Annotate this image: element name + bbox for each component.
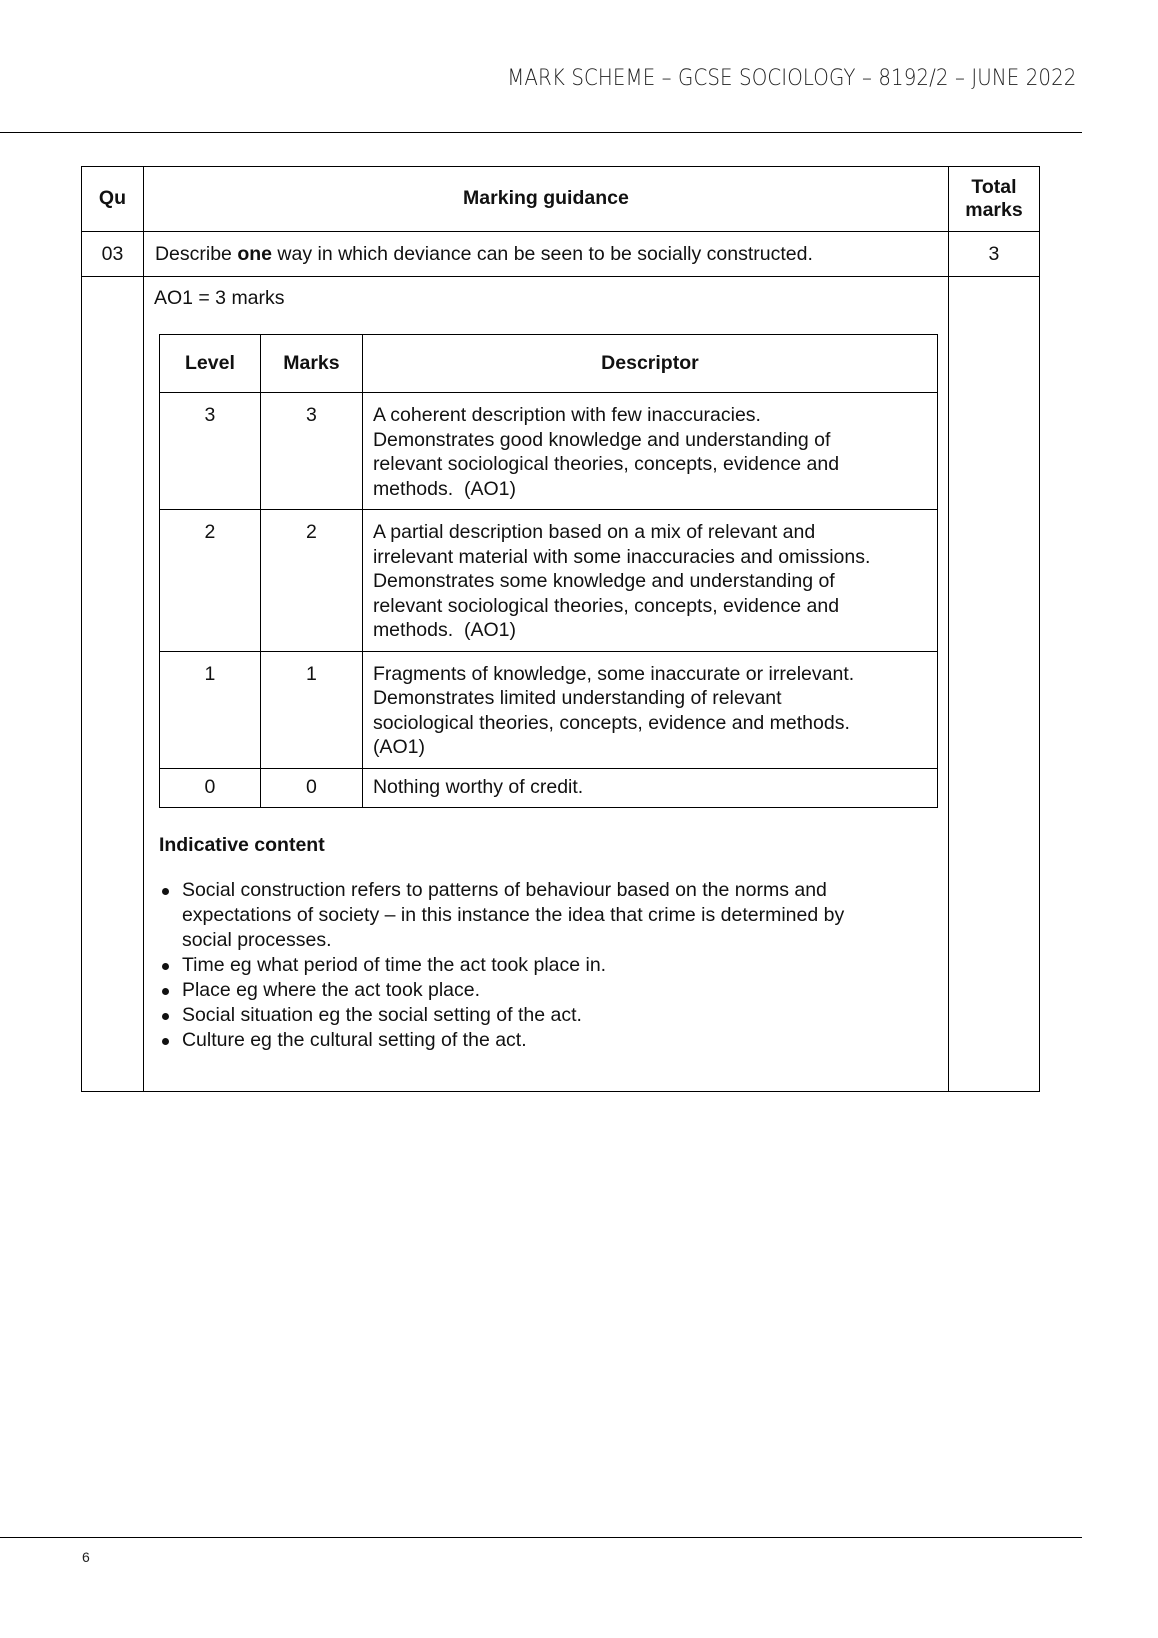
descriptor-text: [362, 768, 937, 808]
descriptor-line: A partial description based on a mix of relevant and: [372, 521, 816, 543]
question-text-bold: one: [237, 242, 272, 265]
header-rule: [0, 132, 1082, 133]
header-qu: Qu: [82, 167, 144, 232]
descriptor-text: [362, 393, 937, 510]
question-text: [143, 232, 948, 277]
descriptor-line: relevant sociological theories, concepts, evidence and: [372, 453, 840, 475]
descriptor-line: sociological theories, concepts, evidence and methods.: [372, 711, 850, 734]
levels-header-marks: Marks: [260, 335, 362, 393]
bullet-icon: [162, 988, 169, 995]
descriptor-line: A coherent description with few inaccuracies.: [372, 404, 761, 426]
levels-row: [159, 768, 937, 808]
descriptor-line: methods. (AO1): [372, 619, 516, 641]
indicative-bullet: [159, 953, 938, 978]
descriptor-line: Demonstrates good knowledge and understanding of: [372, 428, 831, 451]
bullet-line: Social construction refers to patterns of behaviour based on the norms and: [181, 879, 827, 901]
marks-value: 3: [260, 393, 362, 510]
bullet-icon: [162, 963, 169, 970]
guidance-cell: [143, 277, 948, 1092]
table-header-row: [82, 167, 1040, 232]
indicative-content-list: [159, 878, 938, 1053]
descriptor-line: relevant sociological theories, concepts, evidence and: [372, 594, 840, 617]
bullet-line: Social situation eg the social setting of the act.: [181, 1004, 582, 1026]
question-text-after: way in which deviance can be seen to be socially constructed.: [271, 242, 813, 265]
bullet-line: Place eg where the act took place.: [181, 979, 481, 1001]
descriptor-line: irrelevant material with some inaccuracies and omissions.: [372, 545, 871, 568]
descriptor-line: methods. (AO1): [372, 477, 516, 500]
marks-value: 1: [260, 651, 362, 768]
page-number: 6: [82, 1549, 90, 1565]
page-header-title: MARK SCHEME – GCSE SOCIOLOGY – 8192/2 – JUNE 2022: [506, 66, 1076, 91]
level-value: 2: [159, 510, 260, 652]
bullet-icon: [162, 888, 169, 895]
bullet-icon: [162, 1038, 169, 1045]
guidance-total-empty: [948, 277, 1039, 1092]
header-total-line2: marks: [965, 199, 1023, 221]
descriptor-line: (AO1): [372, 736, 425, 758]
level-value: 0: [159, 768, 260, 808]
bullet-line: Culture eg the cultural setting of the act.: [181, 1029, 527, 1051]
descriptor-line: Fragments of knowledge, some inaccurate or irrelevant.: [372, 662, 855, 685]
descriptor-line: Nothing worthy of credit.: [372, 775, 584, 798]
level-value: 1: [159, 651, 260, 768]
assessment-objective: AO1 = 3 marks: [153, 287, 285, 309]
descriptor-line: Demonstrates some knowledge and understanding of: [372, 570, 835, 592]
mark-scheme-table: [81, 166, 1040, 1092]
bullet-line: social processes.: [181, 929, 332, 951]
indicative-bullet: [159, 1003, 938, 1028]
header-total-marks: [948, 167, 1039, 232]
header-marking-guidance: Marking guidance: [143, 167, 948, 232]
levels-row: [159, 510, 937, 652]
footer-rule: [0, 1537, 1082, 1538]
question-total-marks: 3: [948, 232, 1039, 277]
header-total-line1: Total: [971, 175, 1017, 198]
levels-table: [159, 334, 938, 808]
marks-value: 2: [260, 510, 362, 652]
levels-row: [159, 393, 937, 510]
levels-header-row: [159, 335, 937, 393]
descriptor-text: [362, 651, 937, 768]
indicative-bullet: [159, 1028, 938, 1053]
indicative-content-title: Indicative content: [158, 834, 325, 856]
bullet-icon: [162, 1013, 169, 1020]
guidance-qu-empty: [82, 277, 144, 1092]
levels-header-level: Level: [159, 335, 260, 393]
levels-row: [159, 651, 937, 768]
indicative-bullet: [159, 978, 938, 1003]
bullet-line: Time eg what period of time the act took place in.: [181, 954, 607, 976]
question-number: 03: [82, 232, 144, 277]
level-value: 3: [159, 393, 260, 510]
indicative-bullet: [159, 878, 938, 953]
descriptor-text: [362, 510, 937, 652]
question-text-before: Describe: [154, 242, 238, 265]
bullet-line: expectations of society – in this instance the idea that crime is determined by: [181, 904, 845, 926]
question-row: [82, 232, 1040, 277]
levels-header-descriptor: Descriptor: [362, 335, 937, 393]
marks-value: 0: [260, 768, 362, 808]
descriptor-line: Demonstrates limited understanding of relevant: [372, 687, 782, 709]
guidance-row: [82, 277, 1040, 1092]
